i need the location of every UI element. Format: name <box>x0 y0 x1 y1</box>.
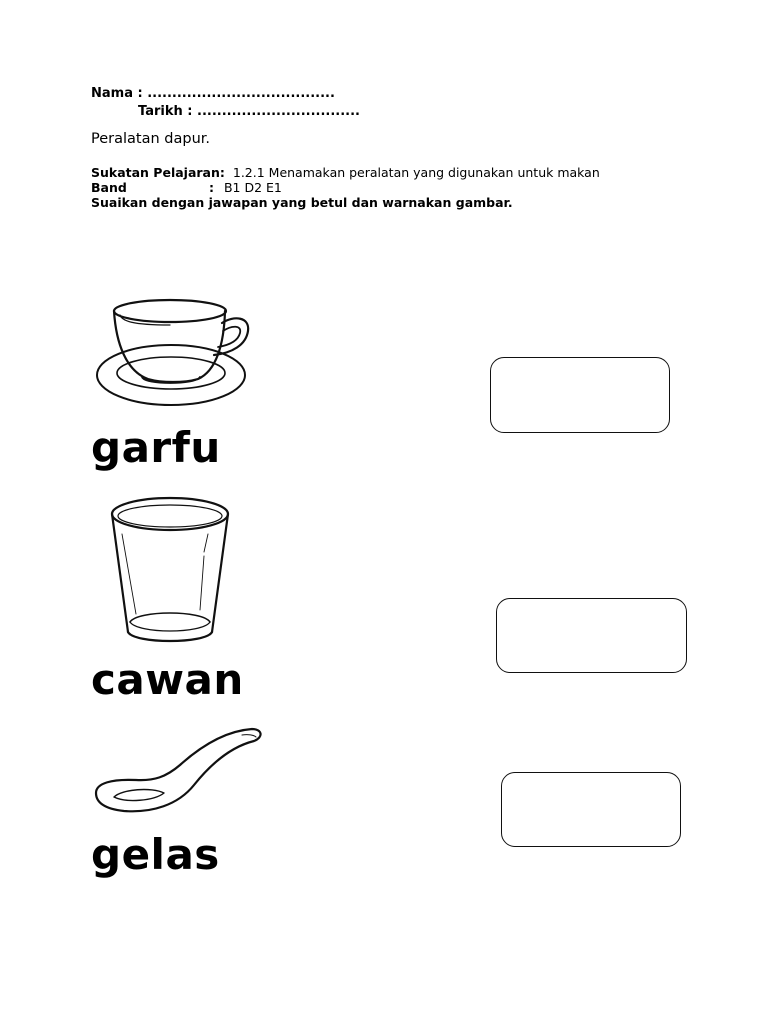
date-line <box>138 104 360 119</box>
name-label: Nama : <box>91 86 143 101</box>
word-label-1: garfu <box>91 423 221 472</box>
cup-saucer-icon <box>92 293 254 411</box>
name-line <box>91 86 335 101</box>
band-value: B1 D2 E1 <box>223 180 282 195</box>
answer-box-2[interactable] <box>496 598 687 673</box>
band-line <box>91 180 282 195</box>
spoon-icon <box>92 725 264 820</box>
instruction: Suaikan dengan jawapan yang betul dan warnakan gambar. <box>91 195 513 210</box>
syllabus-label: Sukatan Pelajaran: <box>91 165 225 180</box>
word-label-2: cawan <box>91 655 244 704</box>
word-label-3: gelas <box>91 830 220 879</box>
band-colon: : <box>209 180 214 195</box>
syllabus-value: 1.2.1 Menamakan peralatan yang digunakan untuk makan <box>232 165 600 180</box>
glass-icon <box>108 494 236 646</box>
date-blank[interactable]: ................................. <box>197 104 360 119</box>
syllabus-line <box>91 165 600 180</box>
worksheet-title: Peralatan dapur. <box>91 131 211 147</box>
answer-box-1[interactable] <box>490 357 670 433</box>
date-label: Tarikh : <box>138 104 193 119</box>
band-label: Band <box>91 180 127 195</box>
answer-box-3[interactable] <box>501 772 681 847</box>
name-blank[interactable]: ...................................... <box>147 86 335 101</box>
